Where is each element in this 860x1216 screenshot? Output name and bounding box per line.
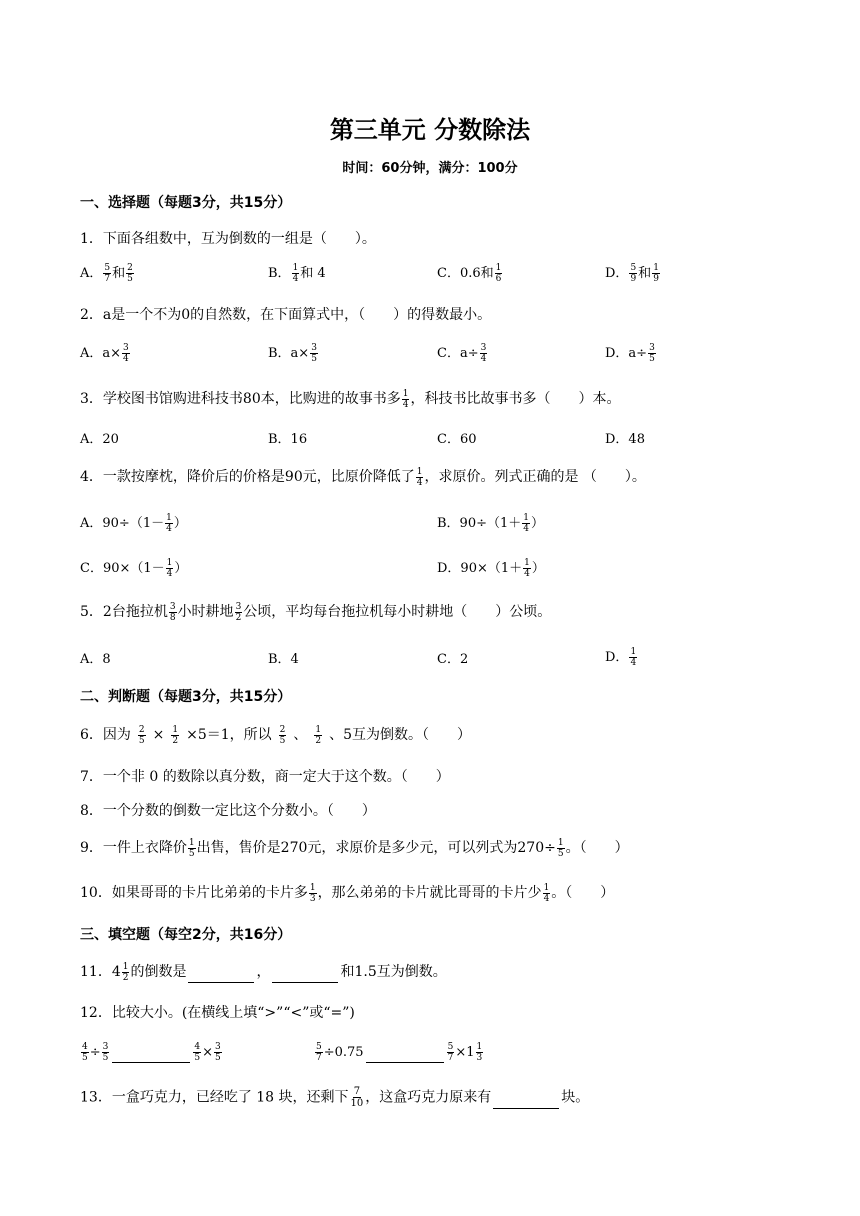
option-label: B． (268, 266, 291, 281)
stem-text: 3．学校图书馆购进科技书80本，比购进的故事书多 (80, 391, 401, 407)
fraction-1-5: $\frac{1}{5}$ (188, 837, 195, 859)
question-2-option-c (437, 342, 488, 364)
fraction-1-9: $\frac{1}{9}$ (653, 263, 659, 284)
answer-blank[interactable] (493, 1094, 559, 1109)
question-1-option-d (605, 262, 661, 284)
stem-text: 、5互为倒数。（ ） (329, 727, 472, 743)
fraction-5-7: $\frac{5}{7}$ (104, 263, 111, 284)
question-2-option-a (80, 342, 131, 364)
fraction-1-2: $\frac{1}{2}$ (122, 961, 129, 983)
fraction-7-10: $\frac{7}{10}$ (350, 1086, 364, 1109)
fraction-1-5: $\frac{1}{5}$ (557, 837, 564, 859)
fraction-3-8: $\frac{3}{8}$ (169, 601, 176, 623)
question-4-stem (80, 466, 646, 488)
stem-text: 9．一件上衣降价 (80, 840, 187, 856)
question-5-option-c: C．2 (437, 652, 469, 667)
stem-text: 11．4 (80, 964, 121, 980)
whole-number: 1 (466, 1045, 475, 1060)
fraction-1-4: $\frac{1}{4}$ (524, 558, 530, 579)
stem-text: 块。 (561, 1089, 590, 1106)
option-label: D． (605, 650, 629, 665)
question-1-option-c (437, 262, 503, 284)
fraction-4-5: $\frac{4}{5}$ (82, 1042, 88, 1063)
fraction-1-4: $\frac{1}{4}$ (166, 558, 173, 579)
operator: × (202, 1045, 214, 1060)
fraction-3-2: $\frac{3}{2}$ (235, 601, 242, 623)
fraction-5-9: $\frac{5}{9}$ (630, 263, 637, 284)
fraction-1-4: $\frac{1}{4}$ (630, 647, 637, 668)
stem-text: 。（ ） (551, 885, 615, 901)
fraction-2-5: $\frac{2}{5}$ (279, 724, 286, 746)
question-4-option-a (80, 512, 187, 534)
stem-text: 13．一盒巧克力，已经吃了 18 块，还剩下 (80, 1089, 349, 1106)
compare-blank[interactable] (366, 1048, 444, 1063)
stem-text: 小时耕地 (177, 604, 234, 620)
section-heading-choice: 一、选择题（每题3分，共15分） (80, 195, 292, 211)
option-label: D．a÷ (605, 346, 648, 361)
stem-text: ，那么弟弟的卡片就比哥哥的卡片少 (317, 885, 542, 901)
stem-text: ，科技书比故事书多（ ）本。 (410, 391, 621, 407)
stem-text: ×5＝1，所以 (186, 727, 272, 743)
question-2-option-d (605, 342, 657, 364)
stem-text: 6．因为 (80, 727, 131, 743)
option-label: D．90×（1＋ (437, 561, 523, 576)
question-4-option-c (80, 557, 187, 579)
option-label: C．90×（1－ (80, 561, 165, 576)
section-heading-fill-blank: 三、填空题（每空2分，共16分） (80, 927, 292, 943)
question-3-option-a: A．20 (80, 432, 119, 447)
stem-text: 的倒数是 (130, 964, 187, 980)
option-text: 和 (638, 266, 652, 281)
fraction-2-5: $\frac{2}{5}$ (127, 263, 133, 284)
question-6 (80, 724, 471, 746)
fraction-1-4: $\frac{1}{4}$ (523, 513, 529, 534)
option-label: A．90÷（1－ (80, 516, 165, 531)
question-8: 8．一个分数的倒数一定比这个分数小。（ ） (80, 803, 376, 819)
question-1-option-b (268, 262, 326, 284)
question-7: 7．一个非 0 的数除以真分数，商一定大于这个数。（ ） (80, 769, 450, 785)
section-heading-judgment: 二、判断题（每题3分，共15分） (80, 689, 292, 705)
option-text: ） (173, 516, 187, 531)
stem-text: 5．2台拖拉机 (80, 604, 168, 620)
question-4-option-b (437, 512, 544, 534)
fraction-1-4: $\frac{1}{4}$ (416, 466, 423, 488)
compare-blank[interactable] (112, 1048, 190, 1063)
question-5-option-d (605, 646, 638, 668)
question-11 (80, 961, 447, 983)
option-text: 和 (112, 266, 126, 281)
fraction-1-3: $\frac{1}{3}$ (476, 1042, 483, 1063)
fraction-3-5: $\frac{3}{5}$ (215, 1042, 221, 1063)
stem-text: 公顷，平均每台拖拉机每小时耕地（ ）公顷。 (243, 604, 552, 620)
question-1-stem: 1．下面各组数中，互为倒数的一组是（ ）。 (80, 231, 376, 247)
question-2-option-b (268, 342, 319, 364)
option-label: D． (605, 266, 629, 281)
fraction-1-4: $\frac{1}{4}$ (166, 513, 172, 534)
question-5-option-a: A．8 (80, 652, 111, 667)
fraction-1-4: $\frac{1}{4}$ (543, 882, 550, 904)
stem-text: 、 (293, 727, 308, 743)
option-label: A． (80, 266, 103, 281)
stem-text: 出售，售价是270元，求原价是多少元，可以列式为270÷ (196, 840, 556, 856)
page-title: 第三单元 分数除法 (329, 116, 531, 144)
question-12-compare-2 (314, 1042, 484, 1063)
fraction-3-4: $\frac{3}{4}$ (123, 343, 129, 364)
option-label: B．90÷（1＋ (437, 516, 522, 531)
fraction-1-2: $\frac{1}{2}$ (315, 724, 322, 746)
fraction-3-5: $\frac{3}{5}$ (649, 343, 655, 364)
answer-blank[interactable] (272, 968, 338, 983)
stem-text: ，这盒巧克力原来有 (365, 1089, 492, 1106)
question-13 (80, 1086, 589, 1109)
question-4-option-d (437, 557, 545, 579)
fraction-1-4: $\frac{1}{4}$ (402, 388, 409, 410)
question-2-stem: 2．a是一个不为0的自然数，在下面算式中，（ ）的得数最小。 (80, 307, 492, 323)
stem-text: ， (256, 964, 271, 980)
fraction-1-2: $\frac{1}{2}$ (172, 724, 179, 746)
stem-text: 。（ ） (565, 840, 629, 856)
question-9 (80, 837, 629, 859)
fraction-3-5: $\frac{3}{5}$ (102, 1042, 109, 1063)
option-label: C．0.6和 (437, 266, 494, 281)
question-3-option-b: B．16 (268, 432, 308, 447)
fraction-5-7: $\frac{5}{7}$ (316, 1042, 322, 1063)
exam-info: 时间：60分钟，满分：100分 (342, 161, 518, 176)
fraction-1-3: $\frac{1}{3}$ (309, 882, 316, 904)
question-3-option-c: C．60 (437, 432, 477, 447)
question-12-stem: 12．比较大小。(在横线上填“>”“<”或“=”) (80, 1005, 355, 1021)
fraction-3-4: $\frac{3}{4}$ (480, 343, 487, 364)
option-label: B．a× (268, 346, 310, 361)
question-12-compare-1 (80, 1042, 223, 1063)
option-text: ） (174, 561, 188, 576)
fraction-3-5: $\frac{3}{5}$ (311, 343, 317, 364)
operator: × (455, 1045, 467, 1060)
question-5-option-b: B．4 (268, 652, 299, 667)
question-3-option-d: D．48 (605, 432, 645, 447)
question-1-option-a (80, 262, 135, 284)
fraction-2-5: $\frac{2}{5}$ (138, 724, 145, 746)
stem-text: 4．一款按摩枕，降价后的价格是90元，比原价降低了 (80, 469, 415, 485)
fraction-1-6: $\frac{1}{6}$ (495, 263, 502, 284)
operator: × (152, 727, 165, 743)
option-text: 和 4 (300, 266, 326, 281)
option-label: A．a× (80, 346, 122, 361)
option-label: C．a÷ (437, 346, 479, 361)
stem-text: 和1.5互为倒数。 (340, 964, 447, 980)
operator: ÷0.75 (323, 1045, 364, 1060)
fraction-5-7: $\frac{5}{7}$ (447, 1042, 454, 1063)
option-text: ） (531, 561, 545, 576)
answer-blank[interactable] (188, 968, 254, 983)
fraction-1-4: $\frac{1}{4}$ (292, 263, 299, 284)
question-3-stem (80, 388, 620, 410)
question-10 (80, 882, 614, 904)
question-5-stem (80, 601, 551, 623)
stem-text: 10．如果哥哥的卡片比弟弟的卡片多 (80, 885, 308, 901)
operator: ÷ (89, 1045, 101, 1060)
stem-text: ，求原价。列式正确的是 （ ）。 (424, 469, 646, 485)
option-text: ） (531, 516, 545, 531)
fraction-4-5: $\frac{4}{5}$ (194, 1042, 201, 1063)
